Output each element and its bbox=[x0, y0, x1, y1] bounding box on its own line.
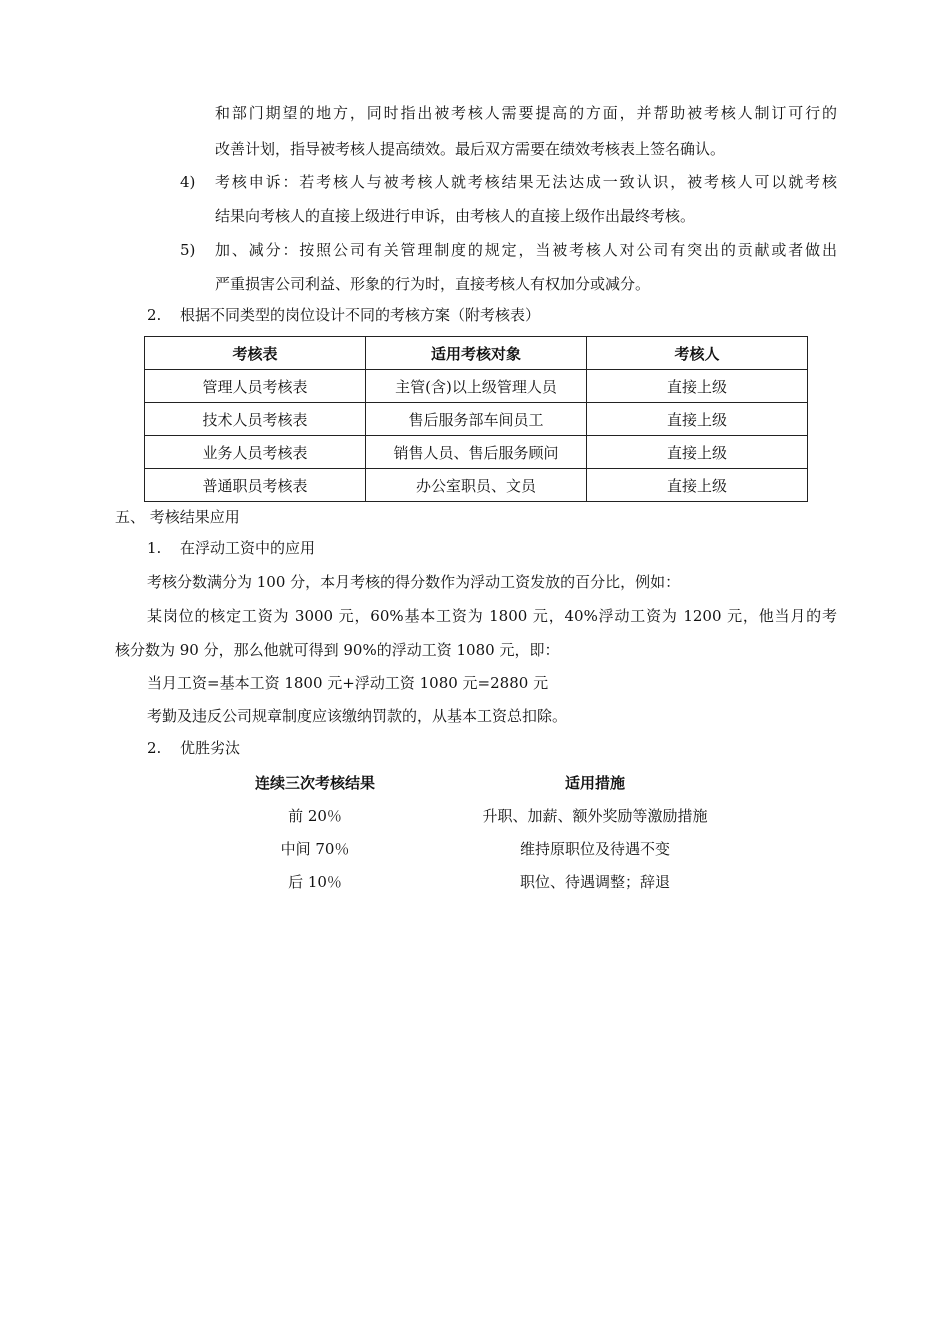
list-item-line: 考核申诉：若考核人与被考核人就考核结果无法达成一致认识，被考核人可以就考核 bbox=[215, 173, 837, 191]
table-row bbox=[215, 865, 775, 898]
table-cell: 职位、待遇调整；辞退 bbox=[519, 873, 670, 891]
table-cell: 业务人员考核表 bbox=[145, 436, 366, 469]
list-item-line: 严重损害公司利益、形象的行为时，直接考核人有权加分或减分。 bbox=[215, 275, 651, 293]
table-row bbox=[145, 370, 808, 403]
measures-table bbox=[215, 766, 775, 898]
table-cell: 直接上级 bbox=[587, 436, 808, 469]
table-row bbox=[145, 403, 808, 436]
paragraph-line: 改善计划，指导被考核人提高绩效。最后双方需要在绩效考核表上签名确认。 bbox=[215, 140, 726, 158]
list-item-line: 加、减分：按照公司有关管理制度的规定，当被考核人对公司有突出的贡献或者做出 bbox=[215, 241, 837, 259]
list-item-line: 结果向考核人的直接上级进行申诉，由考核人的直接上级作出最终考核。 bbox=[215, 207, 696, 225]
table-cell: 直接上级 bbox=[587, 469, 808, 502]
table-cell: 后 10％ bbox=[288, 873, 342, 891]
paragraph-line: 考勤及违反公司规章制度应该缴纳罚款的，从基本工资总扣除。 bbox=[147, 707, 568, 725]
list-number: 5) bbox=[180, 241, 196, 259]
section-number: 2. bbox=[147, 306, 162, 324]
table-cell: 前 20％ bbox=[288, 807, 342, 825]
table-header-cell: 考核表 bbox=[145, 337, 366, 370]
section-title: 在浮动工资中的应用 bbox=[180, 539, 316, 557]
section-title: 优胜劣汰 bbox=[180, 739, 241, 757]
formula-line: 当月工资=基本工资 1800 元+浮动工资 1080 元=2880 元 bbox=[147, 674, 549, 692]
table-cell: 维持原职位及待遇不变 bbox=[519, 840, 670, 858]
table-row bbox=[215, 799, 775, 832]
table-cell: 技术人员考核表 bbox=[145, 403, 366, 436]
table-cell: 直接上级 bbox=[587, 370, 808, 403]
table-cell: 主管(含)以上级管理人员 bbox=[366, 370, 587, 403]
table-cell: 售后服务部车间员工 bbox=[366, 403, 587, 436]
table-cell: 升职、加薪、额外奖励等激励措施 bbox=[482, 807, 708, 825]
section-title: 根据不同类型的岗位设计不同的考核方案（附考核表） bbox=[180, 306, 541, 324]
table-cell: 中间 70％ bbox=[280, 840, 350, 858]
table-cell: 普通职员考核表 bbox=[145, 469, 366, 502]
table-header-row bbox=[215, 766, 775, 799]
table-cell: 销售人员、售后服务顾问 bbox=[366, 436, 587, 469]
table-row bbox=[145, 469, 808, 502]
table-header-cell: 考核人 bbox=[587, 337, 808, 370]
table-header-cell: 连续三次考核结果 bbox=[254, 774, 375, 792]
table-header-row bbox=[145, 337, 808, 370]
list-number: 4) bbox=[180, 173, 196, 191]
table-row bbox=[215, 832, 775, 865]
paragraph-line: 考核分数满分为 100 分，本月考核的得分数作为浮动工资发放的百分比，例如： bbox=[147, 573, 681, 591]
table-row bbox=[145, 436, 808, 469]
paragraph-line: 某岗位的核定工资为 3000 元，60%基本工资为 1800 元，40%浮动工资为 1200 元，他当月的考 bbox=[147, 607, 837, 625]
table-header-cell: 适用考核对象 bbox=[366, 337, 587, 370]
paragraph-line: 和部门期望的地方，同时指出被考核人需要提高的方面，并帮助被考核人制订可行的 bbox=[215, 104, 837, 122]
chapter-title: 五、 考核结果应用 bbox=[115, 508, 240, 526]
assessment-table bbox=[144, 336, 808, 502]
table-cell: 管理人员考核表 bbox=[145, 370, 366, 403]
section-number: 2. bbox=[147, 739, 162, 757]
table-cell: 办公室职员、文员 bbox=[366, 469, 587, 502]
paragraph-line: 核分数为 90 分，那么他就可得到 90%的浮动工资 1080 元，即： bbox=[115, 641, 560, 659]
table-header-cell: 适用措施 bbox=[564, 774, 625, 792]
table-cell: 直接上级 bbox=[587, 403, 808, 436]
section-number: 1. bbox=[147, 539, 162, 557]
